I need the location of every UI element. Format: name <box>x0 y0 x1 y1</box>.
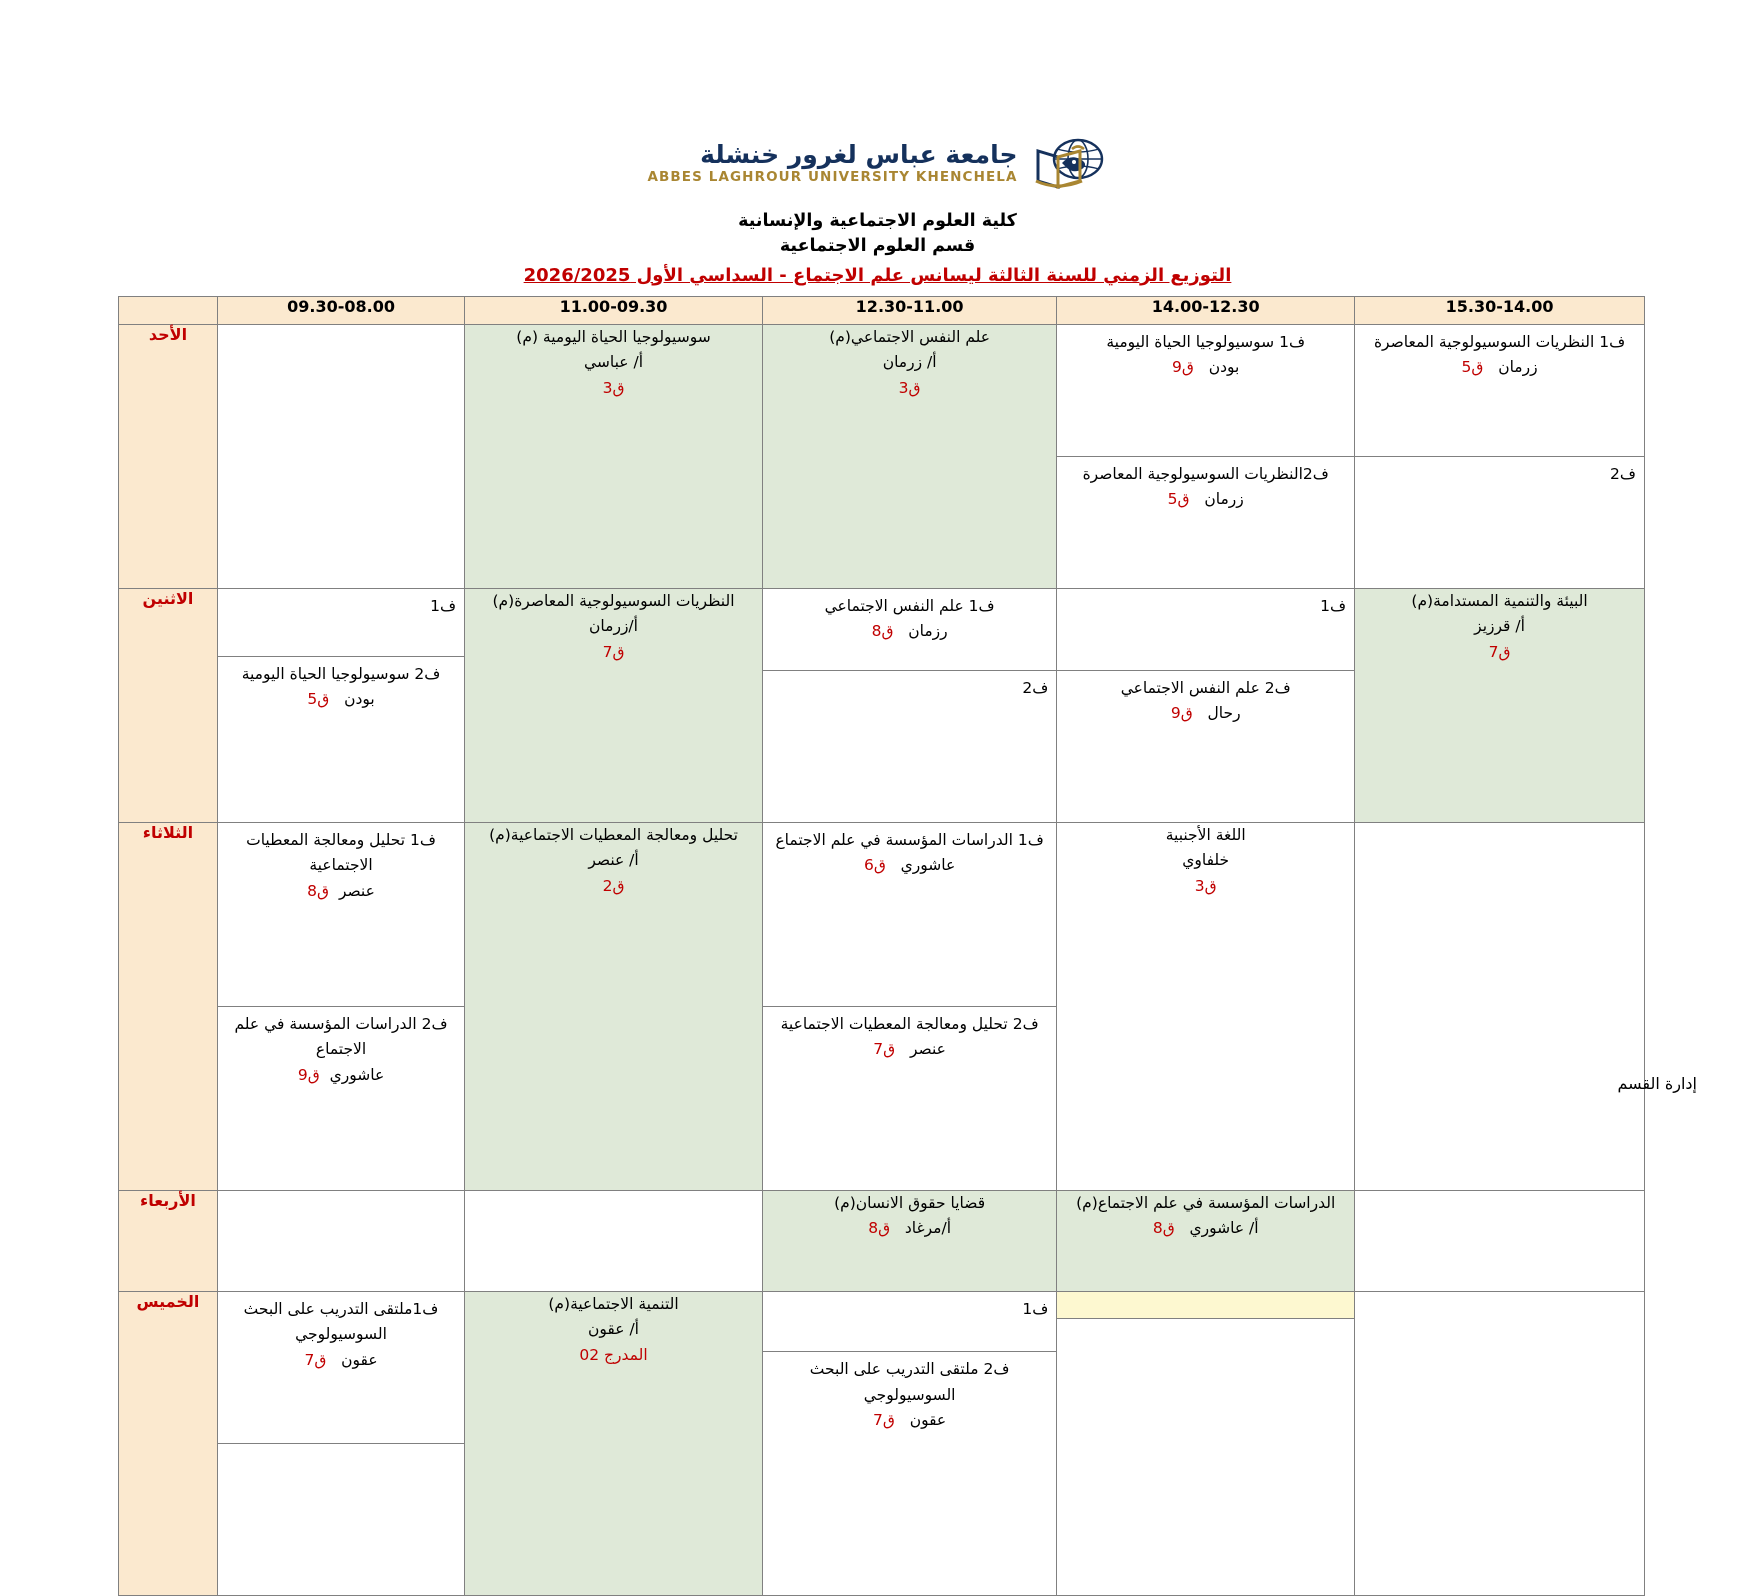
table-row-monday <box>119 588 1645 822</box>
course-title: سوسيولوجيا الحياة اليومية (م) <box>516 327 711 346</box>
faculty-name: كلية العلوم الاجتماعية والإنسانية <box>738 211 1017 231</box>
cell-tue-0930[interactable] <box>217 822 464 1190</box>
course-title: ف1ملتقى التدريب على البحث السوسيولوجي <box>243 1299 439 1344</box>
teacher-name: أ/زرمان <box>589 617 638 636</box>
room-label: ق5 <box>307 690 330 709</box>
cell-sun-1230[interactable] <box>762 324 1056 588</box>
teacher-name: أ/ عاشوري <box>1189 1219 1259 1238</box>
cell-sun-1530[interactable] <box>1355 324 1645 588</box>
logo-arabic-name: جامعة عباس لغرور خنشلة <box>700 139 1018 169</box>
cell-tue-1230[interactable] <box>762 822 1056 1190</box>
table-row-sunday <box>119 324 1645 588</box>
group-label: ف1 <box>1320 596 1347 615</box>
cell-mon-1400[interactable] <box>1057 588 1355 822</box>
day-label-tuesday: الثلاثاء <box>119 822 218 1190</box>
teacher-name: أ/ عباسي <box>584 353 644 372</box>
cell-mon-1100[interactable] <box>465 588 763 822</box>
teacher-name: أ/ عقون <box>588 1320 639 1339</box>
teacher-name: أ/ زرمان <box>882 353 937 372</box>
room-label: ق9 <box>1170 704 1193 723</box>
room-label: ق7 <box>873 1040 896 1059</box>
teacher-name: أ/ قرزيز <box>1474 617 1525 636</box>
time-header-1100-0930: 11.00-09.30 <box>465 296 763 324</box>
cell-tue-1530[interactable] <box>1355 822 1645 1190</box>
course-title: النظريات السوسيولوجية المعاصرة(م) <box>492 591 735 610</box>
footer-note: إدارة القسم <box>1617 1074 1697 1093</box>
course-title: ف1 الدراسات المؤسسة في علم الاجتماع <box>775 830 1044 849</box>
teacher-name: خلفاوي <box>1182 851 1230 870</box>
course-title: اللغة الأجنبية <box>1165 825 1246 844</box>
cell-mon-1230[interactable] <box>762 588 1056 822</box>
time-header-1530-1400: 15.30-14.00 <box>1355 296 1645 324</box>
teacher-name: رزمان <box>908 622 948 641</box>
cell-mon-1530[interactable] <box>1355 588 1645 822</box>
teacher-name: عقون <box>341 1350 378 1369</box>
teacher-name: أ/مرغاد <box>904 1219 952 1238</box>
course-title: قضايا حقوق الانسان(م) <box>834 1193 986 1212</box>
page-title-text: التوزيع الزمني للسنة الثالثة ليسانس علم الاجتماع - السداسي الأول 2026/2025 <box>523 264 1232 286</box>
teacher-name: زرمان <box>1204 490 1244 509</box>
teacher-name: رحال <box>1207 704 1241 723</box>
group-label: ف2 <box>1022 678 1049 697</box>
timetable <box>118 296 1645 1596</box>
day-label-wednesday: الأربعاء <box>119 1190 218 1291</box>
room-label: ق3 <box>1194 876 1217 895</box>
highlight-marker <box>1057 1292 1354 1319</box>
group-label: ف1 <box>430 596 457 615</box>
teacher-name: عاشوري <box>900 856 956 875</box>
teacher-name: زرمان <box>1498 358 1538 377</box>
room-label: ق8 <box>871 622 894 641</box>
day-label-monday: الاثنين <box>119 588 218 822</box>
cell-sun-1400[interactable] <box>1057 324 1355 588</box>
department-name: قسم العلوم الاجتماعية <box>779 236 976 257</box>
room-label: ق3 <box>898 378 921 397</box>
course-title: ف2 الدراسات المؤسسة في علم الاجتماع <box>234 1014 448 1059</box>
teacher-name: بودن <box>344 690 375 709</box>
teacher-name: عنصر <box>909 1040 946 1059</box>
room-label: ق7 <box>304 1350 327 1369</box>
university-logo <box>0 0 1755 191</box>
table-row-thursday <box>119 1291 1645 1595</box>
course-title: ف1 تحليل ومعالجة المعطيات الاجتماعية <box>246 830 436 875</box>
day-label-thursday: الخميس <box>119 1291 218 1595</box>
page-title <box>0 265 1755 286</box>
room-label: ق8 <box>307 881 330 900</box>
teacher-name: عاشوري <box>329 1065 385 1084</box>
cell-sun-1100[interactable] <box>465 324 763 588</box>
table-row-tuesday <box>119 822 1645 1190</box>
cell-thu-0930[interactable] <box>217 1291 464 1595</box>
cell-thu-1530[interactable] <box>1355 1291 1645 1595</box>
course-title: ف2 تحليل ومعالجة المعطيات الاجتماعية <box>780 1014 1039 1033</box>
room-label: ق5 <box>1461 358 1484 377</box>
course-title: ف2 سوسيولوجيا الحياة اليومية <box>241 664 441 683</box>
cell-thu-1400[interactable] <box>1057 1291 1355 1595</box>
course-title: ف2النظريات السوسيولوجية المعاصرة <box>1082 464 1329 483</box>
time-header-1230-1100: 12.30-11.00 <box>762 296 1056 324</box>
room-label: ق7 <box>602 642 625 661</box>
logo-english-name: ABBES LAGHROUR UNIVERSITY KHENCHELA <box>647 168 1018 185</box>
day-label-sunday: الأحد <box>119 324 218 588</box>
cell-mon-0930[interactable] <box>217 588 464 822</box>
cell-thu-1230[interactable] <box>762 1291 1056 1595</box>
course-title: ف2 ملتقى التدريب على البحث السوسيولوجي <box>809 1360 1010 1404</box>
room-label: ق8 <box>868 1219 891 1238</box>
cell-tue-1400[interactable] <box>1057 822 1355 1190</box>
room-label: ق7 <box>873 1411 895 1430</box>
cell-sun-0930[interactable] <box>217 324 464 588</box>
room-label: ق9 <box>1172 358 1194 377</box>
room-label: ق6 <box>863 856 886 875</box>
room-label: ق7 <box>1488 642 1511 661</box>
course-title: الدراسات المؤسسة في علم الاجتماع(م) <box>1076 1193 1336 1212</box>
teacher-name: عنصر <box>338 881 375 900</box>
timetable-header-row <box>119 296 1645 324</box>
course-title: التنمية الاجتماعية(م) <box>548 1294 679 1313</box>
course-title: البيئة والتنمية المستدامة(م) <box>1411 591 1588 610</box>
course-title: ف1 سوسيولوجيا الحياة اليومية <box>1106 332 1306 351</box>
time-header-1400-1230: 14.00-12.30 <box>1057 296 1355 324</box>
room-label: ق8 <box>1152 1219 1175 1238</box>
course-title: تحليل ومعالجة المعطيات الاجتماعية(م) <box>489 825 738 844</box>
room-label: المدرج 02 <box>579 1345 648 1364</box>
teacher-name: عقون <box>909 1411 947 1430</box>
room-label: ق2 <box>602 876 625 895</box>
room-label: ق5 <box>1167 490 1190 509</box>
teacher-name: أ/ عنصر <box>588 851 639 870</box>
course-title: علم النفس الاجتماعي(م) <box>829 327 991 346</box>
teacher-name: بودن <box>1208 358 1240 377</box>
room-label: ق3 <box>602 378 625 397</box>
group-label: ف1 <box>1022 1299 1049 1318</box>
empty-slot <box>1057 1319 1354 1330</box>
group-label: ف2 <box>1610 464 1636 483</box>
cell-thu-1100[interactable] <box>465 1291 763 1595</box>
course-title: ف2 علم النفس الاجتماعي <box>1120 678 1291 697</box>
cell-tue-1100[interactable] <box>465 822 763 1190</box>
room-label: ق9 <box>297 1065 320 1084</box>
globe-book-logo-icon <box>1028 135 1108 191</box>
course-title: ف1 علم النفس الاجتماعي <box>824 596 995 615</box>
course-title: ف1 النظريات السوسيولوجية المعاصرة <box>1373 332 1626 351</box>
time-header-0930-0800: 09.30-08.00 <box>217 296 464 324</box>
timetable-corner <box>119 296 218 324</box>
